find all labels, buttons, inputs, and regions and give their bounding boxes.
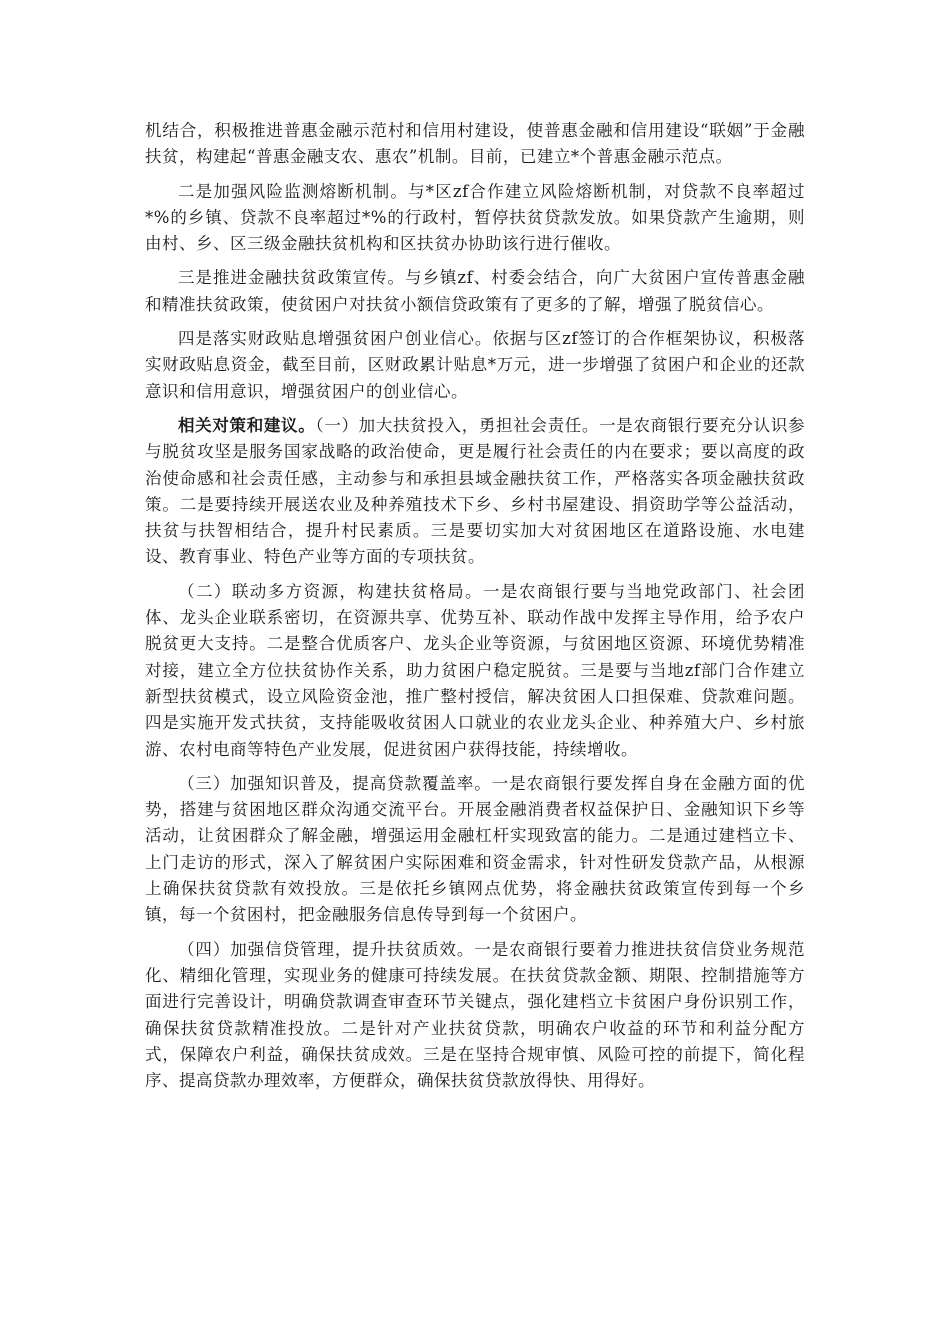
paragraph-multi-resources: （二）联动多方资源，构建扶贫格局。一是农商银行要与当地党政部门、社会团体、龙头企业联系密切，在资源共享、优势互补、联动作战中发挥主导作用，给予农户脱贫更大支持。二是整合优质客户、龙头企业等资源，与贫困地区资源、环境优势精准对接，建立全方位扶贫协作关系，助力贫困户稳定脱贫。三是要与当地zf部门合作建立新型扶贫模式，设立风险资金池，推广整村授信，解决贫困人口担保难、贷款难问题。四是实施开发式扶贫，支持能吸收贫困人口就业的农业龙头企业、种养殖大户、乡村旅游、农村电商等特色产业发展，促进贫困户获得技能，持续增收。 (145, 581, 805, 759)
paragraph-interest-subsidy: 四是落实财政贴息增强贫困户创业信心。依据与区zf签订的合作框架协议，积极落实财政贴息资金，截至目前，区财政累计贴息*万元，进一步增强了贫困户和企业的还款意识和信用意识，增强贫困户的创业信心。 (145, 329, 805, 401)
document-page (145, 118, 805, 1102)
paragraph-knowledge-popularization: （三）加强知识普及，提高贷款覆盖率。一是农商银行要发挥自身在金融方面的优势，搭建与贫困地区群众沟通交流平台。开展金融消费者权益保护日、金融知识下乡等活动，让贫困群众了解金融，增强运用金融杠杆实现致富的能力。二是通过建档立卡、上门走访的形式，深入了解贫困户实际困难和资金需求，针对性研发贷款产品，从根源上确保扶贫贷款有效投放。三是依托乡镇网点优势，将金融扶贫政策宣传到每一个乡镇，每一个贫困村，把金融服务信息传导到每一个贫困户。 (145, 773, 805, 925)
paragraph-recommendations-text: （一）加大扶贫投入，勇担社会责任。一是农商银行要充分认识参与脱贫攻坚是服务国家战略的政治使命，更是履行社会责任的内在要求；要以高度的政治使命感和社会责任感，主动参与和承担县域金融扶贫工作，严格落实各项金融扶贫政策。二是要持续开展送农业及种养殖技术下乡、乡村书屋建设、捐资助学等公益活动，扶贫与扶智相结合，提升村民素质。三是要切实加大对贫困地区在道路设施、水电建设、教育事业、特色产业等方面的专项扶贫。 (145, 415, 806, 567)
section-heading: 相关对策和建议。 (178, 415, 316, 435)
paragraph-continuation: 机结合，积极推进普惠金融示范村和信用村建设，使普惠金融和信用建设“联姻”于金融扶贫，构建起“普惠金融支农、惠农”机制。目前，已建立*个普惠金融示范点。 (145, 121, 805, 167)
paragraph-recommendations (145, 413, 805, 571)
paragraph-policy-publicity: 三是推进金融扶贫政策宣传。与乡镇zf、村委会结合，向广大贫困户宣传普惠金融和精准扶贫政策，使贫困户对扶贫小额信贷政策有了更多的了解，增强了脱贫信心。 (145, 268, 805, 314)
paragraph-risk-monitoring: 二是加强风险监测熔断机制。与*区zf合作建立风险熔断机制，对贷款不良率超过*%的乡镇、贷款不良率超过*%的行政村，暂停扶贫贷款发放。如果贷款产生逾期，则由村、乡、区三级金融扶贫机构和区扶贫办协助该行进行催收。 (145, 181, 805, 254)
paragraph-credit-management: （四）加强信贷管理，提升扶贫质效。一是农商银行要着力推进扶贫信贷业务规范化、精细化管理，实现业务的健康可持续发展。在扶贫贷款金额、期限、控制措施等方面进行完善设计，明确贷款调查审查环节关键点，强化建档立卡贫困户身份识别工作，确保扶贫贷款精准投放。二是针对产业扶贫贷款，明确农户收益的环节和利益分配方式，保障农户利益，确保扶贫成效。三是在坚持合规审慎、风险可控的前提下，简化程序、提高贷款办理效率，方便群众，确保扶贫贷款放得快、用得好。 (145, 939, 805, 1091)
